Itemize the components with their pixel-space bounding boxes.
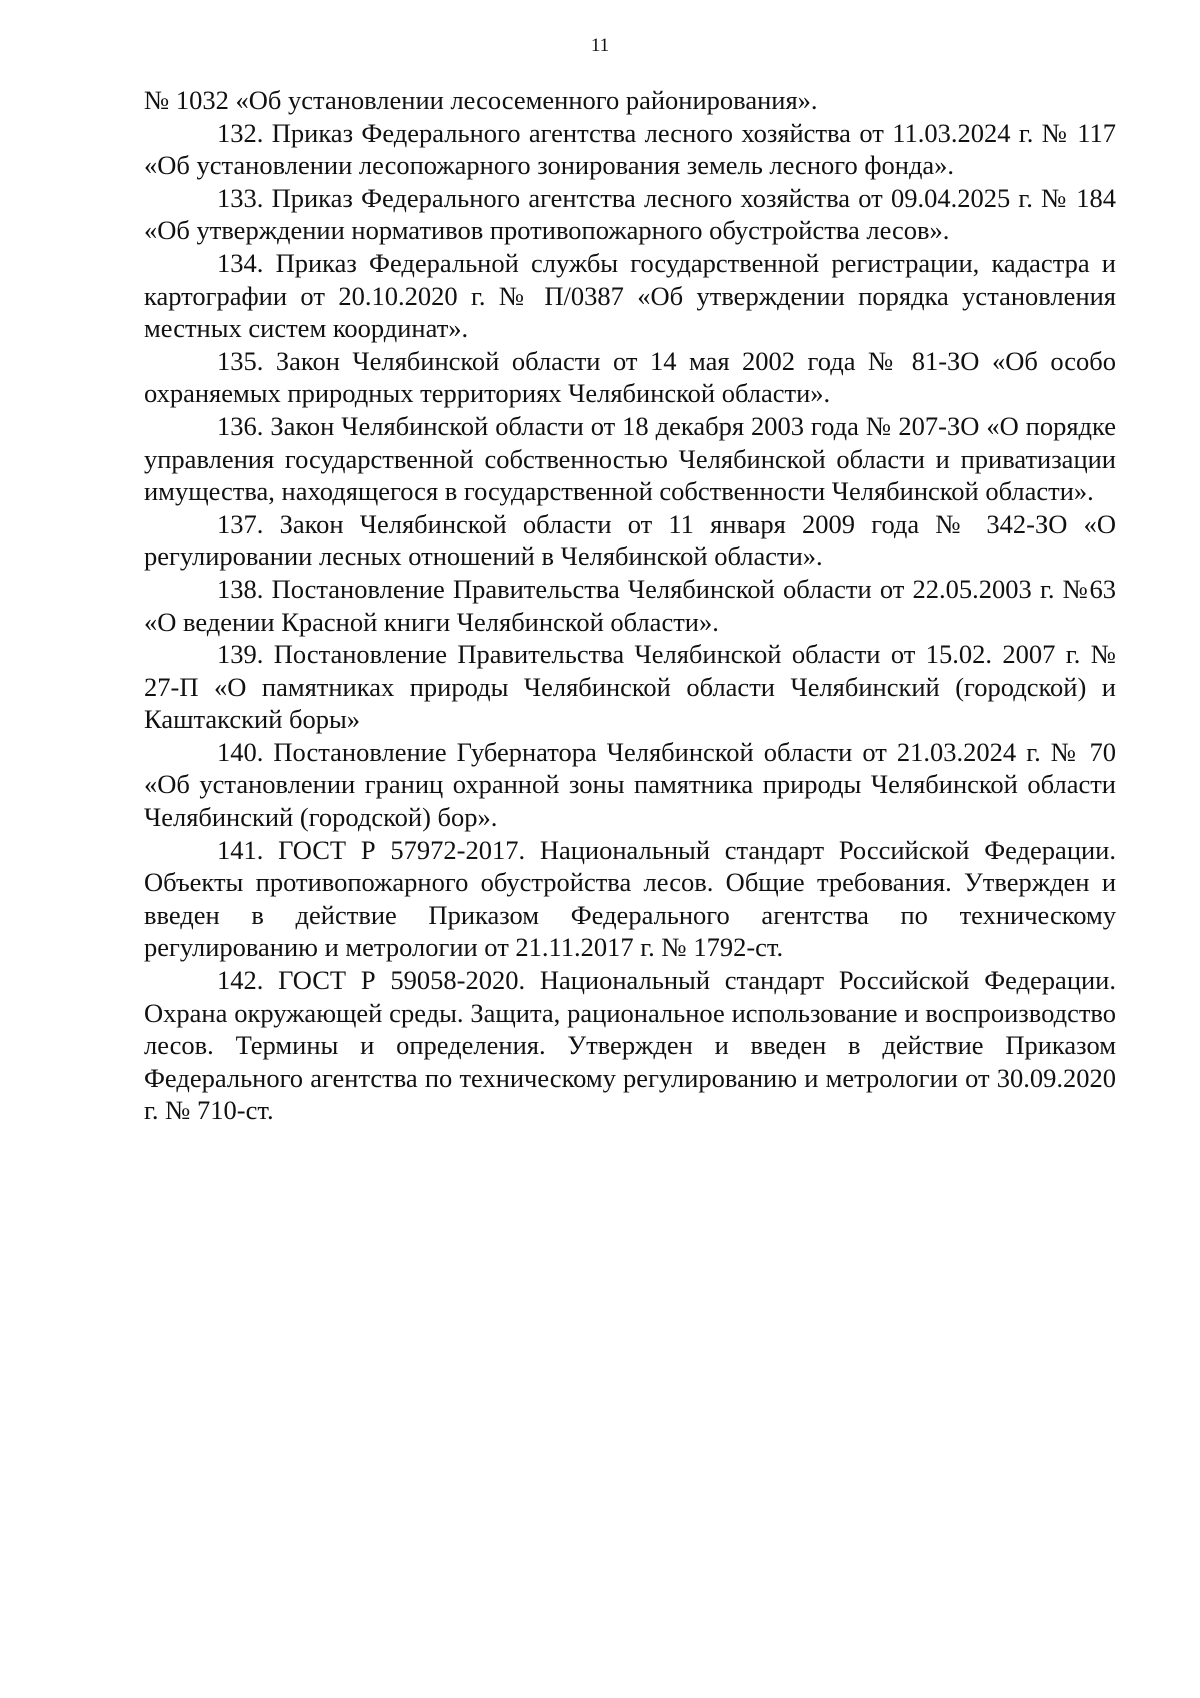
paragraph-item-133: 133. Приказ Федерального агентства лесного хозяйства от 09.04.2025 г. № 184 «Об утверждении нормативов противопожарного обустройства лесов». bbox=[144, 182, 1116, 246]
paragraph-item-137: 137. Закон Челябинской области от 11 января 2009 года № 342-ЗО «О регулировании лесных отношений в Челябинской области». bbox=[144, 508, 1116, 572]
paragraph-continuation: № 1032 «Об установлении лесосеменного районирования». bbox=[144, 85, 818, 115]
page-number: 11 bbox=[590, 35, 610, 56]
paragraph-item-142: 142. ГОСТ Р 59058-2020. Национальный стандарт Российской Федерации. Охрана окружающей среды. Защита, рациональное использование и воспроизводство лесов. Термины и определения. Утвержден и введен в действие Приказом Федерального агентства по техническому регулированию и метрологии от 30.09.2020 г. № 710-ст. bbox=[144, 965, 1116, 1126]
paragraph-item-132: 132. Приказ Федерального агентства лесного хозяйства от 11.03.2024 г. № 117 «Об установлении лесопожарного зонирования земель лесного фонда». bbox=[144, 117, 1116, 181]
paragraph-item-140: 140. Постановление Губернатора Челябинской области от 21.03.2024 г. № 70 «Об установлении границ охранной зоны памятника природы Челябинской области Челябинский (городской) бор». bbox=[144, 736, 1116, 833]
paragraph-item-141: 141. ГОСТ Р 57972-2017. Национальный стандарт Российской Федерации. Объекты противопожарного обустройства лесов. Общие требования. Утвержден и введен в действие Приказом Федерального агентства по техническому регулированию и метрологии от 21.11.2017 г. № 1792-ст. bbox=[144, 834, 1116, 963]
paragraph-item-134: 134. Приказ Федеральной службы государственной регистрации, кадастра и картографии от 20.10.2020 г. № П/0387 «Об утверждении порядка установления местных систем координат». bbox=[144, 247, 1116, 344]
paragraph-item-139: 139. Постановление Правительства Челябинской области от 15.02. 2007 г. № 27-П «О памятниках природы Челябинской области Челябинский (городской) и Каштакский боры» bbox=[144, 639, 1116, 735]
paragraph-item-138: 138. Постановление Правительства Челябинской области от 22.05.2003 г. №63 «О ведении Красной книги Челябинской области». bbox=[144, 573, 1116, 637]
paragraph-item-136: 136. Закон Челябинской области от 18 декабря 2003 года № 207-ЗО «О порядке управления государственной собственностью Челябинской области и приватизации имущества, находящегося в государственной собственности Челябинской области». bbox=[144, 410, 1116, 507]
paragraph-item-135: 135. Закон Челябинской области от 14 мая 2002 года № 81-ЗО «Об особо охраняемых природных территориях Челябинской области». bbox=[144, 345, 1116, 409]
document-body bbox=[144, 84, 1116, 1127]
